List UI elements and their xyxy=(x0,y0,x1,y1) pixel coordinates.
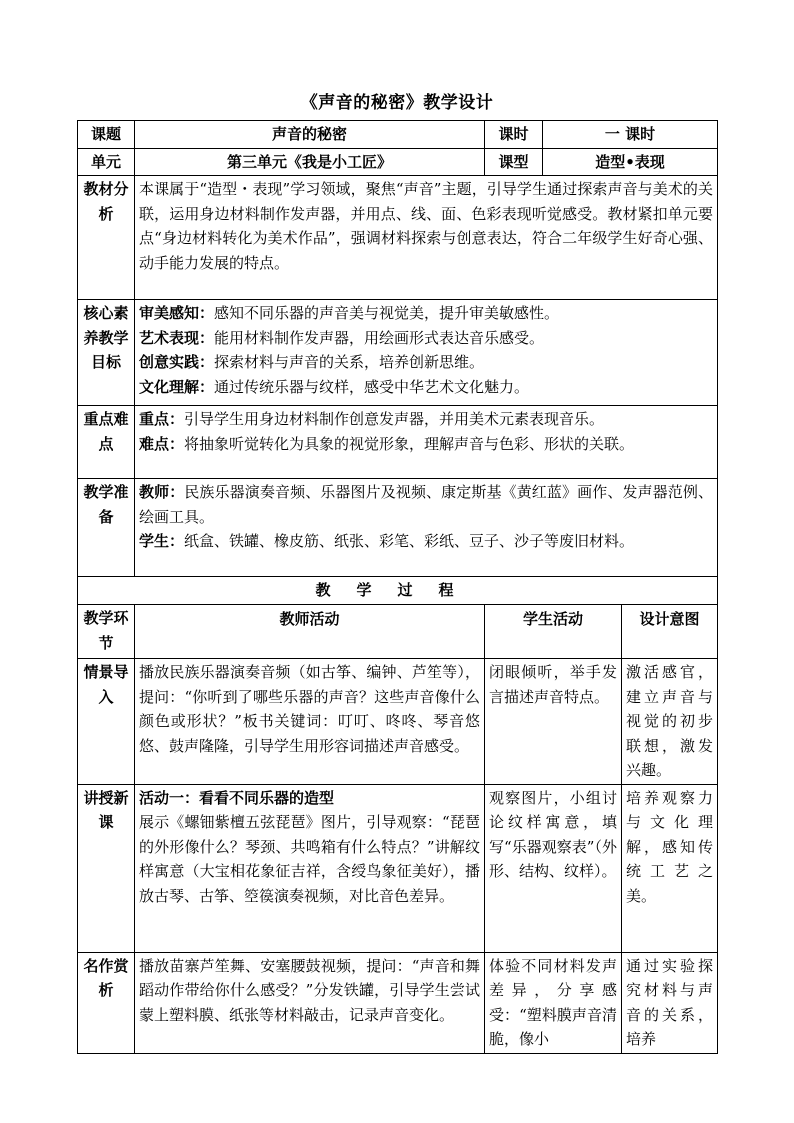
process-row xyxy=(78,952,718,1053)
type-label: 课型 xyxy=(485,148,543,176)
keypoint-key: 重点： xyxy=(139,410,185,428)
keypoint-text: 将抽象听觉转化为具象的视觉形象，理解声音与色彩、形状的关联。 xyxy=(184,434,635,453)
analysis-row xyxy=(78,176,718,300)
design-intent: 通过实验探究材料与声音的关系，培养 xyxy=(622,952,718,1053)
stage-label: 讲授新课 xyxy=(78,784,135,952)
keypoint-item xyxy=(139,407,713,432)
process-row xyxy=(78,784,718,952)
goal-text: 探索材料与声音的关系，培养创新思维。 xyxy=(214,353,485,371)
goals-label: 核心素养教学目标 xyxy=(78,300,135,406)
goal-item xyxy=(139,326,713,351)
prep-item xyxy=(139,480,713,529)
goals-row xyxy=(78,300,718,406)
keypoint-item xyxy=(139,432,713,457)
meta-row-topic xyxy=(78,121,718,149)
student-activity: 观察图片，小组讨论纹样寓意，填写“乐器观察表”（外形、结构、纹样）。 xyxy=(485,784,622,952)
stage-label: 名作赏析 xyxy=(78,952,135,1053)
goal-key: 审美感知： xyxy=(139,304,215,322)
teacher-activity: 播放民族乐器演奏音频（如古筝、编钟、芦笙等），提问：“你听到了哪些乐器的声音？这些声音像什么颜色或形状？”板书关键词：叮叮、咚咚、琴音悠悠、鼓声隆隆，引导学生用形容词描述声音感受。 xyxy=(135,659,485,785)
teacher-activity: 播放苗寨芦笙舞、安塞腰鼓视频，提问：“声音和舞蹈动作带给你什么感受？”分发铁罐，引导学生尝试蒙上塑料膜、纸张等材料敲击，记录声音变化。 xyxy=(135,952,485,1053)
process-heading: 教学过程 xyxy=(78,577,718,605)
keypoints-list xyxy=(135,406,718,479)
topic-label: 课题 xyxy=(78,121,135,149)
meta-row-unit xyxy=(78,148,718,176)
process-header-row xyxy=(78,605,718,659)
activity-title: 活动一：看看不同乐器的造型 xyxy=(139,788,335,807)
col-intent-header: 设计意图 xyxy=(622,605,718,659)
goal-key: 艺术表现： xyxy=(139,328,215,347)
hours-value: 一 课时 xyxy=(543,121,718,149)
teacher-activity-cell xyxy=(135,784,485,952)
analysis-label: 教材分析 xyxy=(78,176,135,300)
keypoints-label: 重点难点 xyxy=(78,406,135,479)
prep-row xyxy=(78,479,718,577)
prep-text: 纸盒、铁罐、橡皮筋、纸张、彩笔、彩纸、豆子、沙子等废旧材料。 xyxy=(184,532,635,550)
goal-item xyxy=(139,350,713,375)
prep-list xyxy=(135,479,718,577)
design-intent: 培养观察力与文化理解，感知传统工艺之美。 xyxy=(622,784,718,952)
prep-label: 教学准备 xyxy=(78,479,135,577)
unit-label: 单元 xyxy=(78,148,135,176)
teacher-activity: 展示《螺钿紫檀五弦琵琶》图片，引导观察：“琵琶的外形像什么？琴颈、共鸣箱有什么特点？”讲解纹样寓意（大宝相花象征吉祥，含绶鸟象征美好），播放古琴、古筝、箜篌演奏视频，对比音色差异。 xyxy=(139,813,480,905)
goals-list xyxy=(135,300,718,406)
design-intent: 激活感官，建立声音与视觉的初步联想，激发兴趣。 xyxy=(622,659,718,785)
analysis-text: 本课属于“造型・表现”学习领域，聚焦“声音”主题，引导学生通过探索声音与美术的关联，运用身边材料制作发声器，并用点、线、面、色彩表现听觉感受。教材紧扣单元要点“身边材料转化为美术作品”，强调材料探索与创意表达，符合二年级学生好奇心强、动手能力发展的特点。 xyxy=(135,176,718,300)
student-activity: 闭眼倾听，举手发言描述声音特点。 xyxy=(485,659,622,785)
stage-label: 情景导入 xyxy=(78,659,135,785)
lesson-plan-table xyxy=(77,120,718,1054)
unit-value: 第三单元《我是小工匠》 xyxy=(135,148,485,176)
goal-text: 感知不同乐器的声音美与视觉美，提升审美敏感性。 xyxy=(214,304,560,322)
keypoint-key: 难点： xyxy=(139,434,185,453)
goal-key: 创意实践： xyxy=(139,353,215,371)
col-student-header: 学生活动 xyxy=(485,605,622,659)
hours-label: 课时 xyxy=(485,121,543,149)
document-title: 《声音的秘密》教学设计 xyxy=(300,93,494,113)
prep-text: 民族乐器演奏音频、乐器图片及视频、康定斯基《黄红蓝》画作、发声器范例、绘画工具。 xyxy=(139,483,713,526)
col-teacher-header: 教师活动 xyxy=(135,605,485,659)
goal-item xyxy=(139,301,713,326)
keypoints-row xyxy=(78,406,718,479)
process-row xyxy=(78,659,718,785)
type-value: 造型•表现 xyxy=(543,148,718,176)
goal-item xyxy=(139,375,713,400)
student-activity: 体验不同材料发声差异，分享感受：“塑料膜声音清脆，像小 xyxy=(485,952,622,1053)
process-heading-row xyxy=(78,577,718,605)
keypoint-text: 引导学生用身边材料制作创意发声器，并用美术元素表现音乐。 xyxy=(184,410,605,428)
col-stage-header: 教学环节 xyxy=(78,605,135,659)
goal-text: 能用材料制作发声器，用绘画形式表达音乐感受。 xyxy=(214,328,545,347)
goal-text: 通过传统乐器与纹样，感受中华艺术文化魅力。 xyxy=(214,377,530,396)
goal-key: 文化理解： xyxy=(139,377,215,396)
prep-key: 教师： xyxy=(139,483,185,501)
topic-value: 声音的秘密 xyxy=(135,121,485,149)
prep-key: 学生： xyxy=(139,532,185,550)
prep-item xyxy=(139,529,713,554)
